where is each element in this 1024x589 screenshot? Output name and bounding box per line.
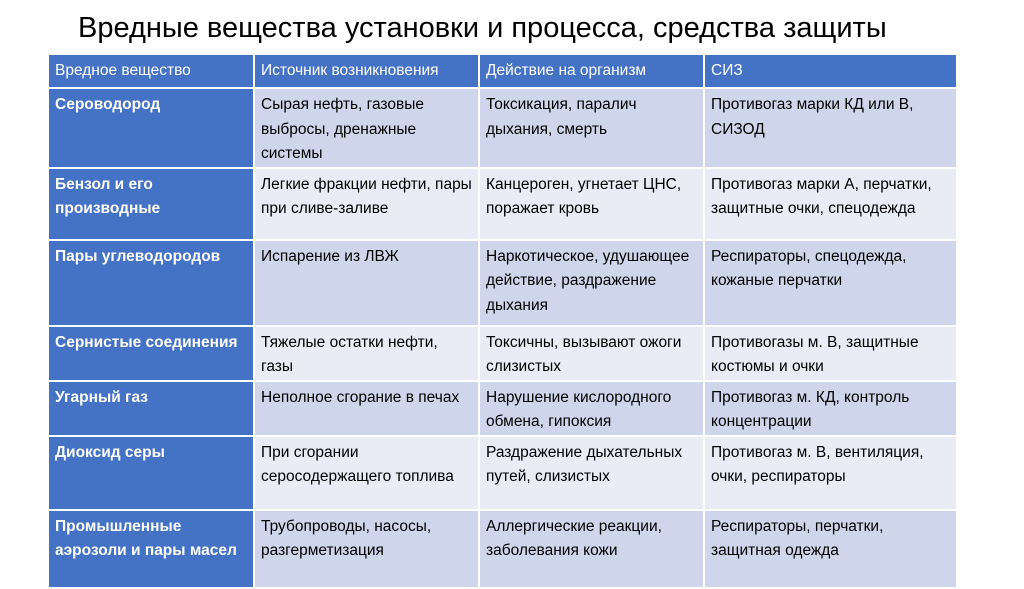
ppe-cell: Респираторы, перчатки, защитная одежда [704, 510, 957, 588]
effect-cell: Нарушение кислородного обмена, гипоксия [479, 381, 704, 436]
substance-cell: Сероводород [48, 88, 254, 168]
header-effect: Действие на организм [479, 54, 704, 88]
header-row [48, 54, 957, 88]
ppe-cell: Противогазы м. В, защитные костюмы и очки [704, 326, 957, 381]
table-row [48, 381, 957, 436]
hazards-table [47, 53, 958, 589]
source-cell: Трубопроводы, насосы, разгерметизация [254, 510, 479, 588]
source-cell: При сгорании серосодержащего топлива [254, 436, 479, 510]
ppe-cell: Респираторы, спецодежда, кожаные перчатки [704, 240, 957, 326]
effect-cell: Токсикация, паралич дыхания, смерть [479, 88, 704, 168]
table-header [48, 54, 957, 88]
source-cell: Неполное сгорание в печах [254, 381, 479, 436]
table-row [48, 168, 957, 240]
ppe-cell: Противогаз марки КД или В, СИЗОД [704, 88, 957, 168]
effect-cell: Наркотическое, удушающее действие, раздражение дыхания [479, 240, 704, 326]
header-source: Источник возникновения [254, 54, 479, 88]
substance-cell: Пары углеводородов [48, 240, 254, 326]
table-row [48, 436, 957, 510]
source-cell: Тяжелые остатки нефти, газы [254, 326, 479, 381]
header-substance: Вредное вещество [48, 54, 254, 88]
source-cell: Сырая нефть, газовые выбросы, дренажные системы [254, 88, 479, 168]
ppe-cell: Противогаз м. КД, контроль концентрации [704, 381, 957, 436]
effect-cell: Канцероген, угнетает ЦНС, поражает кровь [479, 168, 704, 240]
table-row [48, 510, 957, 588]
substance-cell: Сернистые соединения [48, 326, 254, 381]
substance-cell: Промышленные аэрозоли и пары масел [48, 510, 254, 588]
slide-title: Вредные вещества установки и процесса, средства защиты [78, 12, 887, 44]
table-row [48, 326, 957, 381]
header-ppe: СИЗ [704, 54, 957, 88]
table-body [48, 88, 957, 588]
effect-cell: Аллергические реакции, заболевания кожи [479, 510, 704, 588]
substance-cell: Бензол и его производные [48, 168, 254, 240]
substance-cell: Угарный газ [48, 381, 254, 436]
substance-cell: Диоксид серы [48, 436, 254, 510]
table-row [48, 88, 957, 168]
effect-cell: Раздражение дыхательных путей, слизистых [479, 436, 704, 510]
source-cell: Испарение из ЛВЖ [254, 240, 479, 326]
ppe-cell: Противогаз марки А, перчатки, защитные очки, спецодежда [704, 168, 957, 240]
source-cell: Легкие фракции нефти, пары при сливе-заливе [254, 168, 479, 240]
effect-cell: Токсичны, вызывают ожоги слизистых [479, 326, 704, 381]
table-row [48, 240, 957, 326]
ppe-cell: Противогаз м. В, вентиляция, очки, респираторы [704, 436, 957, 510]
